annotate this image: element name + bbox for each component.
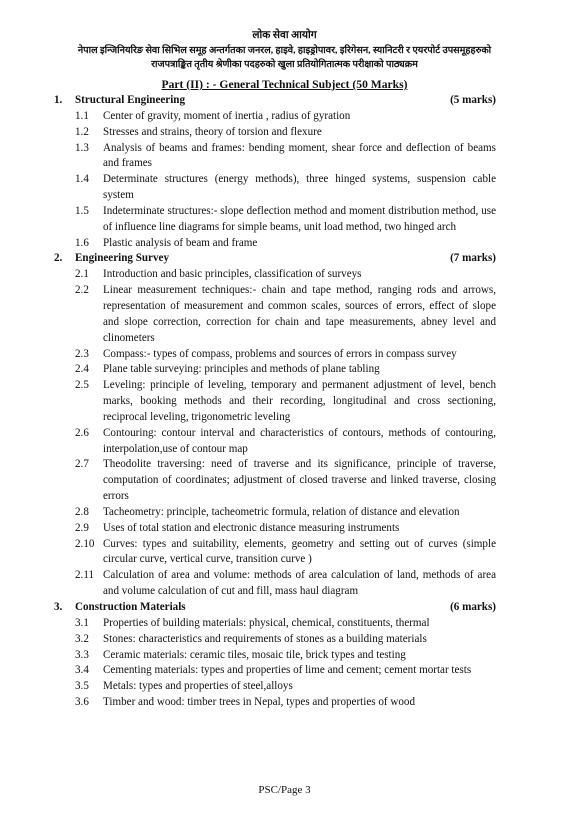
item-text: Timber and wood: timber trees in Nepal, types and properties of wood <box>103 696 416 709</box>
item-number: 2.11 <box>75 569 95 582</box>
item-number: 1.4 <box>75 173 89 186</box>
section-marks: (7 marks) <box>450 252 496 265</box>
item-number: 2.8 <box>75 505 89 518</box>
item-number: 3.4 <box>75 664 89 677</box>
list-item <box>54 378 496 426</box>
section-number: 2. <box>54 252 63 265</box>
section-number: 1. <box>54 94 63 106</box>
item-text: Determinate structures (energy methods), three hinged systems, suspension cable system <box>103 173 496 202</box>
header-line-1: लोक सेवा आयोग <box>252 30 317 41</box>
item-number: 3.6 <box>75 696 89 709</box>
item-number: 2.6 <box>75 426 89 439</box>
section-heading <box>54 600 496 616</box>
item-number: 2.3 <box>75 347 89 360</box>
item-text: Cementing materials: types and properties of lime and cement; cement mortar tests <box>103 664 472 677</box>
list-item <box>54 663 496 679</box>
item-text: Introduction and basic principles, classification of surveys <box>103 268 362 281</box>
section-title: Engineering Survey <box>75 252 169 265</box>
item-text: Properties of building materials: physical, chemical, constituents, thermal <box>103 616 430 629</box>
item-number: 2.9 <box>75 521 89 534</box>
item-number: 2.1 <box>75 268 89 281</box>
part-title: Part (II) : - General Technical Subject (50 Marks) <box>161 78 408 91</box>
item-text: Theodolite traversing: need of traverse and its significance, principle of traverse, computation of coordinates; adjustment of closed traverse and linked traverse, closing errors <box>103 458 496 503</box>
list-item <box>54 568 496 600</box>
item-text: Linear measurement techniques:- chain and tape method, ranging rods and arrows, representation of measurement and common scales, sources of errors, effect of slope and slope correction, correction for chain and tape measurements, abney level and clinometers <box>103 284 496 344</box>
section-marks: (6 marks) <box>450 601 496 613</box>
item-text: Plastic analysis of beam and frame <box>103 236 258 249</box>
item-text: Plane table surveying: principles and methods of plane tabling <box>103 363 380 376</box>
item-number: 2.2 <box>75 284 89 297</box>
item-text: Tacheometry: principle, tacheometric formula, relation of distance and elevation <box>103 505 460 518</box>
list-item <box>54 679 496 695</box>
header-line-3: राजपत्राङ्कित तृतीय श्रेणीका पदहरुको खुला प्रतियोगितात्मक परीक्षाको पाठ्यक्रम <box>151 59 418 70</box>
list-item <box>54 362 496 378</box>
syllabus-content <box>54 93 496 711</box>
list-item <box>54 616 496 632</box>
item-number: 3.3 <box>75 648 89 661</box>
item-number: 3.2 <box>75 632 89 645</box>
section-heading <box>54 93 496 109</box>
list-item <box>54 505 496 521</box>
item-number: 1.1 <box>75 109 89 122</box>
section-title: Construction Materials <box>75 601 186 613</box>
list-item <box>54 204 496 236</box>
list-item <box>54 457 496 505</box>
item-number: 1.2 <box>75 125 89 138</box>
item-number: 1.6 <box>75 236 89 249</box>
item-text: Compass:- types of compass, problems and sources of errors in compass survey <box>103 347 457 360</box>
list-item <box>54 172 496 204</box>
item-text: Stones: characteristics and requirements of stones as a building materials <box>103 632 427 645</box>
item-text: Stresses and strains, theory of torsion and flexure <box>103 125 322 138</box>
list-item <box>54 632 496 648</box>
list-item <box>54 347 496 363</box>
list-item <box>54 695 496 711</box>
item-text: Contouring: contour interval and characteristics of contours, methods of contouring, interpolation,use of contour map <box>103 426 496 455</box>
section-heading <box>54 251 496 267</box>
list-item <box>54 267 496 283</box>
list-item <box>54 236 496 252</box>
section-title: Structural Engineering <box>75 94 186 106</box>
list-item <box>54 283 496 346</box>
item-text: Curves: types and suitability, elements, geometry and setting out of curves (simple circular curve, vertical curve, transition curve ) <box>103 537 496 566</box>
item-text: Ceramic materials: ceramic tiles, mosaic tile, brick types and testing <box>103 648 406 661</box>
list-item <box>54 109 496 125</box>
item-text: Calculation of area and volume: methods of area calculation of land, methods of area and volume calculation of cut and fill, mass haul diagram <box>103 569 496 598</box>
page-footer: PSC/Page 3 <box>258 784 311 796</box>
section-marks: (5 marks) <box>450 94 496 106</box>
item-text: Metals: types and properties of steel,alloys <box>103 680 293 693</box>
item-text: Indeterminate structures:- slope deflection method and moment distribution method, use of influence line diagrams for simple beams, unit load method, two hinged arch <box>103 204 496 233</box>
item-number: 2.10 <box>75 537 95 550</box>
list-item <box>54 125 496 141</box>
item-text: Analysis of beams and frames: bending moment, shear force and deflection of beams and frames <box>103 141 496 170</box>
list-item <box>54 537 496 569</box>
item-number: 2.5 <box>75 379 89 392</box>
item-number: 1.3 <box>75 141 89 154</box>
item-number: 3.5 <box>75 680 89 693</box>
item-text: Leveling: principle of leveling, temporary and permanent adjustment of level, bench marks, booking methods and their recording, longitudinal and cross sectioning, reciprocal leveling, trigonometric leveling <box>103 379 496 423</box>
item-text: Center of gravity, moment of inertia , radius of gyration <box>103 109 351 122</box>
item-number: 3.1 <box>75 616 89 629</box>
list-item <box>54 426 496 458</box>
list-item <box>54 521 496 537</box>
list-item <box>54 648 496 664</box>
item-number: 2.4 <box>75 363 89 376</box>
list-item <box>54 141 496 173</box>
item-text: Uses of total station and electronic distance measuring instruments <box>103 521 400 534</box>
item-number: 1.5 <box>75 204 89 217</box>
item-number: 2.7 <box>75 458 89 471</box>
header-line-2: नेपाल इन्जिनियरिङ सेवा सिभिल समूह अन्तर्गतका जनरल, हाइवे, हाइड्रोपावर, इरिगेसन, स्यानिटरी र एयरपोर्ट उपसमूहहरुको <box>77 45 492 56</box>
section-number: 3. <box>54 601 63 613</box>
